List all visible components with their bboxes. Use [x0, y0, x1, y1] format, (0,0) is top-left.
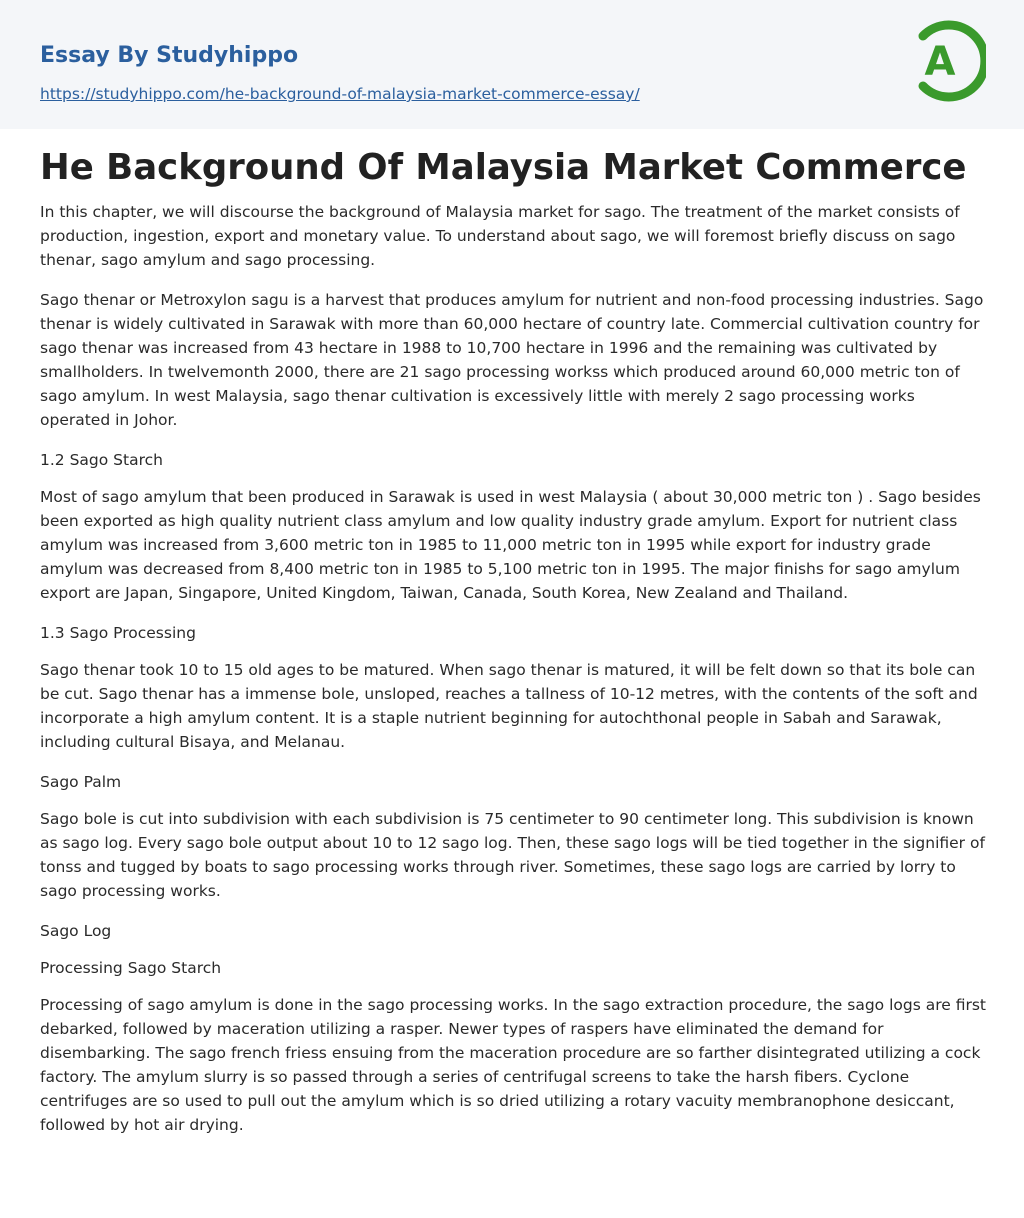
site-brand[interactable]: Essay By Studyhippo: [40, 43, 299, 68]
section-heading: 1.2 Sago Starch: [40, 451, 163, 469]
site-header: [0, 0, 1024, 129]
essay-title: He Background Of Malaysia Market Commerce: [40, 147, 967, 188]
paragraph: Sago thenar or Metroxylon sagu is a harvest that produces amylum for nutrient and non-food processing industries. Sago thenar is widely cultivated in Sarawak with more than 60,000 hectare of country late. Commercial cultivation country for sago thenar was increased from 43 hectare in 1988 to 10,700 hectare in 1996 and the remaining was cultivated by smallholders. In twelvemonth 2000, there are 21 sago processing workss which produced around 60,000 metric ton of sago amylum. In west Malaysia, sago thenar cultivation is excessively little with merely 2 sago processing works operated in Johor.: [40, 291, 984, 429]
section-heading: Sago Log: [40, 922, 112, 940]
paragraph: In this chapter, we will discourse the background of Malaysia market for sago. The treatment of the market consists of production, ingestion, export and monetary value. To understand about sago, we will foremost briefly discuss on sago thenar, sago amylum and sago processing.: [40, 203, 960, 269]
paragraph: Most of sago amylum that been produced in Sarawak is used in west Malaysia ( about 30,000 metric ton ) . Sago besides been exported as high quality nutrient class amylum and low quality industry grade amylum. Export for nutrient class amylum was increased from 3,600 metric ton in 1985 to 11,000 metric ton in 1995 while export for industry grade amylum was decreased from 8,400 metric ton in 1985 to 5,100 metric ton in 1995. The major finishs for sago amylum export are Japan, Singapore, United Kingdom, Taiwan, Canada, South Korea, New Zealand and Thailand.: [40, 488, 981, 602]
section-heading: Sago Palm: [40, 773, 122, 791]
essay-url-link[interactable]: https://studyhippo.com/he-background-of-malaysia-market-commerce-essay/: [40, 85, 640, 103]
paragraph: Processing of sago amylum is done in the sago processing works. In the sago extraction procedure, the sago logs are first debarked, followed by maceration utilizing a rasper. Newer types of raspers have eliminated the demand for disembarking. The sago french friess ensuing from the maceration procedure are so farther disintegrated utilizing a cock factory. The amylum slurry is so passed through a series of centrifugal screens to take the harsh fibers. Cyclone centrifuges are so used to pull out the amylum which is so dried utilizing a rotary vacuity membranophone desiccant, followed by hot air drying.: [40, 996, 986, 1134]
section-heading: 1.3 Sago Processing: [40, 624, 196, 642]
paragraph: Sago bole is cut into subdivision with each subdivision is 75 centimeter to 90 centimeter long. This subdivision is known as sago log. Every sago bole output about 10 to 12 sago log. Then, these sago logs will be tied together in the signifier of tonss and tugged by boats to sago processing works through river. Sometimes, these sago logs are carried by lorry to sago processing works.: [40, 810, 985, 900]
section-heading: Processing Sago Starch: [40, 959, 222, 977]
logo-letter: A: [924, 39, 956, 85]
paragraph: Sago thenar took 10 to 15 old ages to be matured. When sago thenar is matured, it will be felt down so that its bole can be cut. Sago thenar has a immense bole, unsloped, reaches a tallness of 10-12 metres, with the contents of the soft and incorporate a high amylum content. It is a staple nutrient beginning for autochthonal people in Sabah and Sarawak, including cultural Bisaya, and Melanau.: [40, 661, 978, 751]
essay-body: [40, 200, 988, 1153]
studyhippo-logo-icon[interactable]: [912, 18, 986, 104]
